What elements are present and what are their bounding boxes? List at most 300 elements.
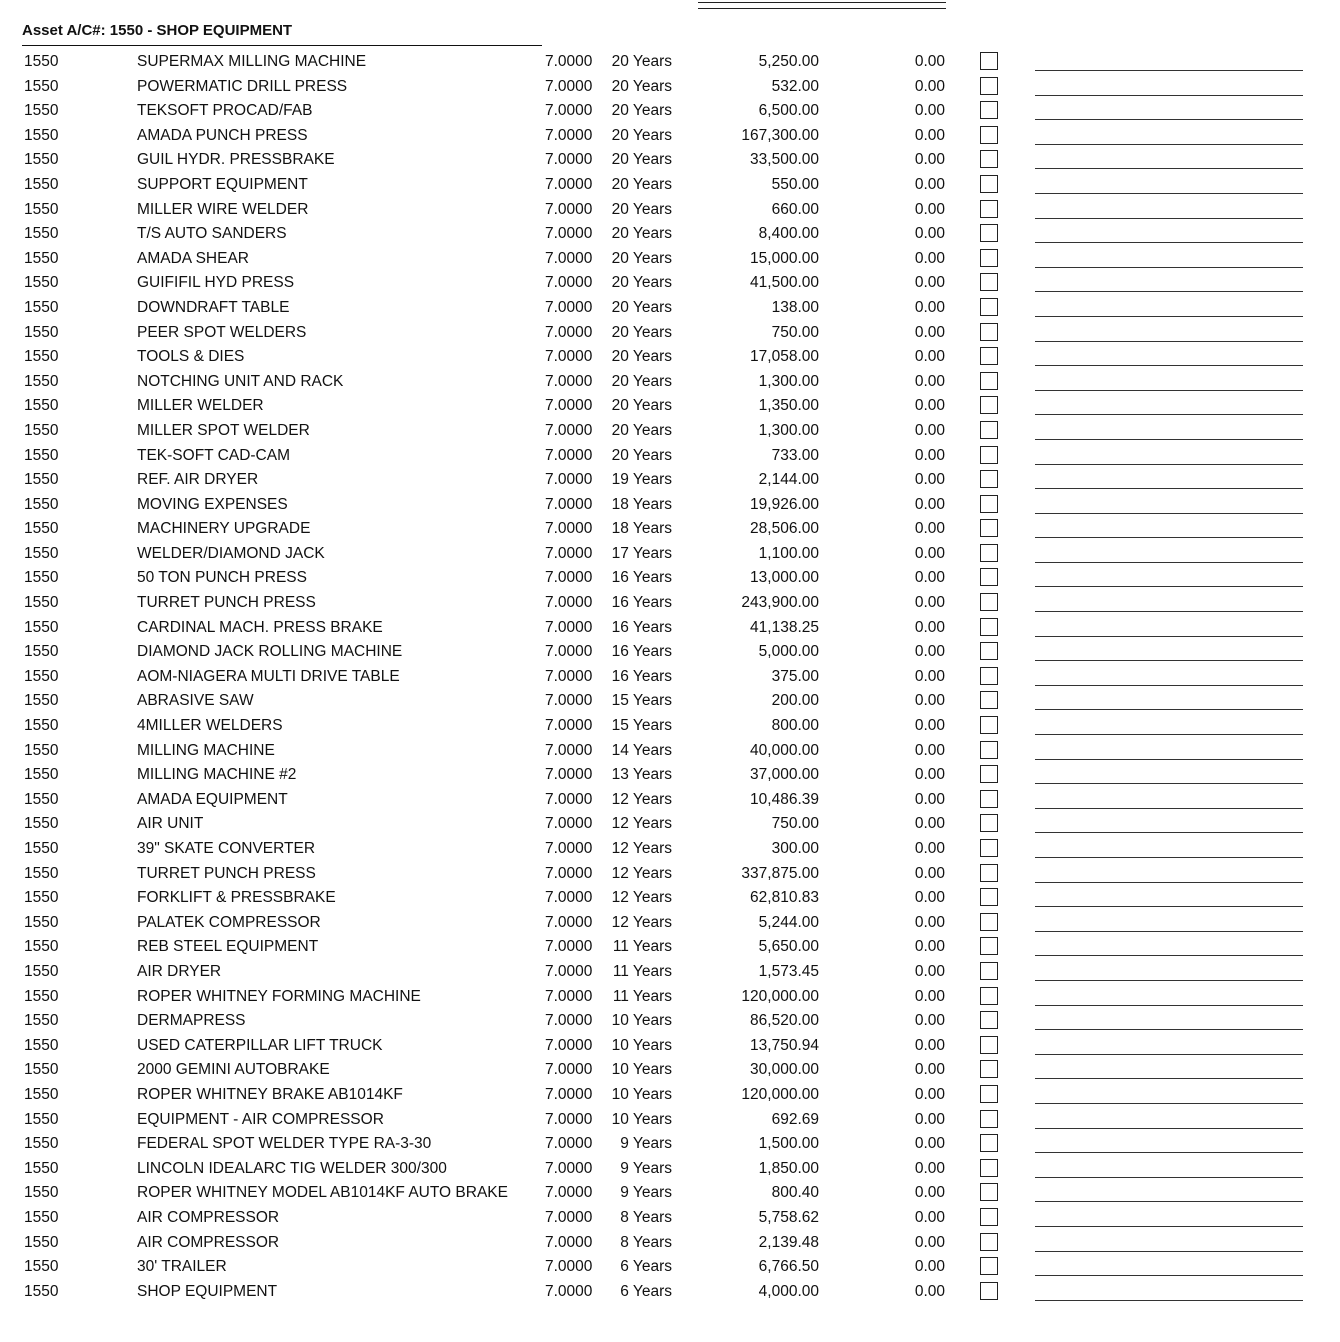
row-checkbox[interactable] — [980, 1159, 998, 1177]
asset-rate: 7.0000 — [545, 962, 593, 980]
asset-life: 20 Years — [611, 298, 672, 316]
row-signature-line — [1035, 882, 1303, 883]
asset-life: 9 Years — [620, 1135, 672, 1153]
asset-description: TURRET PUNCH PRESS — [137, 594, 316, 612]
row-checkbox[interactable] — [980, 52, 998, 70]
asset-description: MOVING EXPENSES — [137, 495, 288, 513]
row-signature-line — [1035, 955, 1303, 956]
row-checkbox[interactable] — [980, 790, 998, 808]
asset-description: TEK-SOFT CAD-CAM — [137, 446, 290, 464]
row-signature-line — [1035, 980, 1303, 981]
asset-rate: 7.0000 — [545, 594, 593, 612]
asset-accumulated: 0.00 — [914, 790, 945, 808]
asset-row — [0, 345, 1340, 370]
asset-row — [0, 714, 1340, 739]
asset-account: 1550 — [24, 594, 59, 612]
asset-description: GUIL HYDR. PRESSBRAKE — [137, 151, 335, 169]
row-checkbox[interactable] — [980, 1134, 998, 1152]
row-checkbox[interactable] — [980, 224, 998, 242]
asset-cost: 167,300.00 — [741, 126, 819, 144]
asset-account: 1550 — [24, 274, 59, 292]
asset-accumulated: 0.00 — [914, 1135, 945, 1153]
asset-rate: 7.0000 — [545, 864, 593, 882]
asset-life: 10 Years — [611, 1036, 672, 1054]
asset-description: USED CATERPILLAR LIFT TRUCK — [137, 1036, 383, 1054]
row-checkbox[interactable] — [980, 421, 998, 439]
asset-row — [0, 517, 1340, 542]
asset-account: 1550 — [24, 372, 59, 390]
asset-row — [0, 812, 1340, 837]
row-signature-line — [1035, 1054, 1303, 1055]
asset-row — [0, 124, 1340, 149]
asset-cost: 750.00 — [771, 323, 819, 341]
row-checkbox[interactable] — [980, 716, 998, 734]
asset-description: DERMAPRESS — [137, 1012, 246, 1030]
row-checkbox[interactable] — [980, 1257, 998, 1275]
asset-rate: 7.0000 — [545, 1036, 593, 1054]
asset-life: 13 Years — [611, 766, 672, 784]
asset-row — [0, 271, 1340, 296]
asset-life: 11 Years — [612, 962, 672, 980]
row-checkbox[interactable] — [980, 888, 998, 906]
asset-account: 1550 — [24, 151, 59, 169]
asset-life: 20 Years — [611, 397, 672, 415]
asset-description: MILLING MACHINE #2 — [137, 766, 297, 784]
row-checkbox[interactable] — [980, 273, 998, 291]
asset-life: 10 Years — [611, 1061, 672, 1079]
row-checkbox[interactable] — [980, 1233, 998, 1251]
row-checkbox[interactable] — [980, 372, 998, 390]
asset-row — [0, 99, 1340, 124]
row-checkbox[interactable] — [980, 1060, 998, 1078]
asset-rate: 7.0000 — [545, 643, 593, 661]
asset-row — [0, 1181, 1340, 1206]
asset-life: 20 Years — [611, 200, 672, 218]
asset-row — [0, 640, 1340, 665]
asset-rate: 7.0000 — [545, 126, 593, 144]
row-checkbox[interactable] — [980, 470, 998, 488]
asset-life: 20 Years — [611, 126, 672, 144]
asset-accumulated: 0.00 — [914, 1233, 945, 1251]
asset-account: 1550 — [24, 1208, 59, 1226]
row-checkbox[interactable] — [980, 913, 998, 931]
row-signature-line — [1035, 1251, 1303, 1252]
row-signature-line — [1035, 808, 1303, 809]
asset-rate: 7.0000 — [545, 249, 593, 267]
asset-row — [0, 763, 1340, 788]
asset-cost: 1,500.00 — [758, 1135, 819, 1153]
row-checkbox[interactable] — [980, 396, 998, 414]
asset-description: SHOP EQUIPMENT — [137, 1282, 278, 1300]
asset-row — [0, 862, 1340, 887]
asset-cost: 33,500.00 — [750, 151, 819, 169]
asset-cost: 1,100.00 — [758, 544, 819, 562]
asset-life: 19 Years — [611, 471, 672, 489]
asset-cost: 243,900.00 — [741, 594, 819, 612]
asset-rate: 7.0000 — [545, 1184, 593, 1202]
asset-description: ROPER WHITNEY BRAKE AB1014KF — [137, 1085, 403, 1103]
row-checkbox[interactable] — [980, 77, 998, 95]
asset-accumulated: 0.00 — [914, 717, 945, 735]
asset-row — [0, 935, 1340, 960]
row-signature-line — [1035, 193, 1303, 194]
row-checkbox[interactable] — [980, 519, 998, 537]
asset-cost: 375.00 — [771, 667, 819, 685]
asset-life: 20 Years — [611, 77, 672, 95]
asset-row — [0, 222, 1340, 247]
asset-description: ROPER WHITNEY FORMING MACHINE — [137, 987, 421, 1005]
asset-row — [0, 886, 1340, 911]
asset-accumulated: 0.00 — [914, 1061, 945, 1079]
row-signature-line — [1035, 611, 1303, 612]
asset-account: 1550 — [24, 323, 59, 341]
asset-life: 12 Years — [611, 840, 672, 857]
asset-row — [0, 1108, 1340, 1133]
row-signature-line — [1035, 1152, 1303, 1153]
asset-row — [0, 75, 1340, 100]
asset-rate: 7.0000 — [545, 1135, 593, 1153]
asset-rate: 7.0000 — [545, 323, 593, 341]
row-signature-line — [1035, 586, 1303, 587]
asset-life: 18 Years — [611, 520, 672, 538]
asset-rate: 7.0000 — [545, 692, 593, 710]
asset-row — [0, 50, 1340, 75]
row-signature-line — [1035, 513, 1303, 514]
asset-accumulated: 0.00 — [914, 175, 945, 193]
row-signature-line — [1035, 906, 1303, 907]
asset-life: 10 Years — [611, 1012, 672, 1030]
asset-accumulated: 0.00 — [914, 126, 945, 144]
row-checkbox[interactable] — [980, 126, 998, 144]
asset-rate: 7.0000 — [545, 766, 593, 784]
asset-description: MILLING MACHINE — [137, 741, 275, 759]
row-signature-line — [1035, 267, 1303, 268]
asset-rate: 7.0000 — [545, 274, 593, 292]
asset-account: 1550 — [24, 1159, 59, 1177]
asset-cost: 5,250.00 — [758, 53, 819, 70]
asset-cost: 120,000.00 — [741, 1085, 819, 1103]
row-signature-line — [1035, 95, 1303, 96]
section-title-underline — [22, 45, 542, 46]
row-signature-line — [1035, 464, 1303, 465]
asset-row — [0, 1231, 1340, 1256]
asset-list — [0, 50, 1340, 1304]
row-checkbox[interactable] — [980, 568, 998, 586]
row-checkbox[interactable] — [980, 150, 998, 168]
asset-life: 16 Years — [611, 643, 672, 661]
asset-description: SUPERMAX MILLING MACHINE — [137, 53, 367, 70]
asset-rate: 7.0000 — [545, 1258, 593, 1276]
asset-account: 1550 — [24, 667, 59, 685]
asset-cost: 5,000.00 — [758, 643, 819, 661]
asset-accumulated: 0.00 — [914, 446, 945, 464]
asset-life: 20 Years — [611, 323, 672, 341]
row-signature-line — [1035, 636, 1303, 637]
top-double-rule-lower — [698, 8, 946, 9]
asset-cost: 30,000.00 — [750, 1061, 819, 1079]
asset-account: 1550 — [24, 987, 59, 1005]
row-checkbox[interactable] — [980, 937, 998, 955]
row-signature-line — [1035, 660, 1303, 661]
asset-cost: 28,506.00 — [750, 520, 819, 538]
row-checkbox[interactable] — [980, 249, 998, 267]
asset-row — [0, 837, 1340, 862]
asset-accumulated: 0.00 — [914, 766, 945, 784]
row-checkbox[interactable] — [980, 1110, 998, 1128]
asset-life: 10 Years — [611, 1085, 672, 1103]
asset-rate: 7.0000 — [545, 200, 593, 218]
asset-life: 20 Years — [611, 102, 672, 120]
asset-accumulated: 0.00 — [914, 1258, 945, 1276]
asset-accumulated: 0.00 — [914, 397, 945, 415]
row-signature-line — [1035, 1103, 1303, 1104]
asset-description: T/S AUTO SANDERS — [137, 225, 287, 243]
asset-accumulated: 0.00 — [914, 643, 945, 661]
asset-accumulated: 0.00 — [914, 421, 945, 439]
row-signature-line — [1035, 685, 1303, 686]
asset-rate: 7.0000 — [545, 741, 593, 759]
asset-row — [0, 566, 1340, 591]
asset-life: 15 Years — [611, 717, 672, 735]
asset-life: 6 Years — [620, 1282, 672, 1300]
asset-cost: 200.00 — [771, 692, 819, 710]
row-checkbox[interactable] — [980, 200, 998, 218]
asset-cost: 8,400.00 — [758, 225, 819, 243]
asset-accumulated: 0.00 — [914, 913, 945, 931]
asset-rate: 7.0000 — [545, 1208, 593, 1226]
row-checkbox[interactable] — [980, 1011, 998, 1029]
asset-description: POWERMATIC DRILL PRESS — [137, 77, 348, 95]
row-checkbox[interactable] — [980, 618, 998, 636]
asset-rate: 7.0000 — [545, 913, 593, 931]
row-checkbox[interactable] — [980, 1036, 998, 1054]
asset-row — [0, 1157, 1340, 1182]
row-checkbox[interactable] — [980, 667, 998, 685]
asset-rate: 7.0000 — [545, 790, 593, 808]
asset-life: 20 Years — [611, 151, 672, 169]
row-checkbox[interactable] — [980, 962, 998, 980]
row-checkbox[interactable] — [980, 987, 998, 1005]
row-checkbox[interactable] — [980, 175, 998, 193]
asset-rate: 7.0000 — [545, 495, 593, 513]
asset-row — [0, 444, 1340, 469]
asset-description: CARDINAL MACH. PRESS BRAKE — [137, 618, 383, 636]
row-signature-line — [1035, 439, 1303, 440]
asset-accumulated: 0.00 — [914, 594, 945, 612]
asset-row — [0, 493, 1340, 518]
asset-description: DOWNDRAFT TABLE — [137, 298, 290, 316]
asset-rate: 7.0000 — [545, 569, 593, 587]
asset-life: 16 Years — [611, 569, 672, 587]
asset-description: GUIFIFIL HYD PRESS — [137, 274, 295, 292]
asset-accumulated: 0.00 — [914, 741, 945, 759]
asset-rate: 7.0000 — [545, 1159, 593, 1177]
asset-cost: 41,138.25 — [750, 618, 819, 636]
asset-accumulated: 0.00 — [914, 544, 945, 562]
asset-rate: 7.0000 — [545, 938, 593, 956]
asset-account: 1550 — [24, 962, 59, 980]
row-signature-line — [1035, 341, 1303, 342]
asset-description: DIAMOND JACK ROLLING MACHINE — [137, 643, 403, 661]
asset-life: 16 Years — [611, 594, 672, 612]
asset-account: 1550 — [24, 397, 59, 415]
asset-description: 4MILLER WELDERS — [137, 717, 283, 735]
row-checkbox[interactable] — [980, 1183, 998, 1201]
row-checkbox[interactable] — [980, 495, 998, 513]
row-signature-line — [1035, 488, 1303, 489]
asset-account: 1550 — [24, 790, 59, 808]
asset-row — [0, 788, 1340, 813]
asset-cost: 337,875.00 — [741, 864, 819, 882]
row-checkbox[interactable] — [980, 593, 998, 611]
asset-account: 1550 — [24, 225, 59, 243]
asset-account: 1550 — [24, 741, 59, 759]
asset-row — [0, 1058, 1340, 1083]
asset-rate: 7.0000 — [545, 225, 593, 243]
row-signature-line — [1035, 218, 1303, 219]
asset-account: 1550 — [24, 1085, 59, 1103]
asset-accumulated: 0.00 — [914, 692, 945, 710]
asset-accumulated: 0.00 — [914, 1036, 945, 1054]
asset-cost: 800.40 — [771, 1184, 819, 1202]
asset-account: 1550 — [24, 1233, 59, 1251]
asset-rate: 7.0000 — [545, 348, 593, 366]
asset-account: 1550 — [24, 840, 59, 857]
asset-accumulated: 0.00 — [914, 938, 945, 956]
asset-accumulated: 0.00 — [914, 840, 945, 857]
asset-account: 1550 — [24, 544, 59, 562]
asset-account: 1550 — [24, 77, 59, 95]
asset-accumulated: 0.00 — [914, 889, 945, 907]
row-checkbox[interactable] — [980, 765, 998, 783]
asset-rate: 7.0000 — [545, 815, 593, 833]
asset-rate: 7.0000 — [545, 889, 593, 907]
asset-row — [0, 1034, 1340, 1059]
asset-life: 8 Years — [620, 1208, 672, 1226]
asset-cost: 62,810.83 — [750, 889, 819, 907]
asset-accumulated: 0.00 — [914, 77, 945, 95]
row-checkbox[interactable] — [980, 642, 998, 660]
asset-row — [0, 419, 1340, 444]
asset-description: MILLER WIRE WELDER — [137, 200, 309, 218]
row-checkbox[interactable] — [980, 1208, 998, 1226]
asset-accumulated: 0.00 — [914, 962, 945, 980]
asset-cost: 550.00 — [771, 175, 819, 193]
asset-account: 1550 — [24, 1282, 59, 1300]
row-checkbox[interactable] — [980, 544, 998, 562]
asset-description: MILLER WELDER — [137, 397, 264, 415]
asset-life: 16 Years — [611, 618, 672, 636]
asset-accumulated: 0.00 — [914, 1012, 945, 1030]
row-checkbox[interactable] — [980, 1085, 998, 1103]
asset-account: 1550 — [24, 421, 59, 439]
asset-row — [0, 394, 1340, 419]
asset-cost: 4,000.00 — [758, 1282, 819, 1300]
asset-account: 1550 — [24, 471, 59, 489]
row-signature-line — [1035, 291, 1303, 292]
asset-cost: 1,300.00 — [758, 372, 819, 390]
row-checkbox[interactable] — [980, 347, 998, 365]
asset-description: 30' TRAILER — [137, 1258, 227, 1276]
row-checkbox[interactable] — [980, 323, 998, 341]
asset-account: 1550 — [24, 520, 59, 538]
row-signature-line — [1035, 857, 1303, 858]
asset-accumulated: 0.00 — [914, 1110, 945, 1128]
asset-account: 1550 — [24, 495, 59, 513]
row-signature-line — [1035, 144, 1303, 145]
asset-life: 20 Years — [611, 53, 672, 70]
asset-row — [0, 468, 1340, 493]
asset-accumulated: 0.00 — [914, 348, 945, 366]
asset-account: 1550 — [24, 1110, 59, 1128]
asset-row — [0, 542, 1340, 567]
asset-description: ROPER WHITNEY MODEL AB1014KF AUTO BRAKE — [137, 1184, 508, 1202]
asset-account: 1550 — [24, 1061, 59, 1079]
asset-rate: 7.0000 — [545, 471, 593, 489]
asset-accumulated: 0.00 — [914, 1085, 945, 1103]
asset-row — [0, 591, 1340, 616]
asset-accumulated: 0.00 — [914, 815, 945, 833]
asset-life: 12 Years — [611, 815, 672, 833]
row-checkbox[interactable] — [980, 101, 998, 119]
asset-life: 12 Years — [611, 790, 672, 808]
asset-life: 12 Years — [611, 864, 672, 882]
asset-account: 1550 — [24, 864, 59, 882]
row-signature-line — [1035, 119, 1303, 120]
row-signature-line — [1035, 709, 1303, 710]
asset-account: 1550 — [24, 1135, 59, 1153]
asset-life: 20 Years — [611, 372, 672, 390]
asset-cost: 1,850.00 — [758, 1159, 819, 1177]
asset-accumulated: 0.00 — [914, 225, 945, 243]
asset-rate: 7.0000 — [545, 421, 593, 439]
asset-rate: 7.0000 — [545, 544, 593, 562]
asset-accumulated: 0.00 — [914, 520, 945, 538]
asset-row — [0, 960, 1340, 985]
row-checkbox[interactable] — [980, 741, 998, 759]
asset-life: 11 Years — [612, 938, 672, 956]
asset-life: 20 Years — [611, 348, 672, 366]
row-checkbox[interactable] — [980, 691, 998, 709]
asset-description: MACHINERY UPGRADE — [137, 520, 311, 538]
asset-cost: 800.00 — [771, 717, 819, 735]
asset-rate: 7.0000 — [545, 717, 593, 735]
row-checkbox[interactable] — [980, 298, 998, 316]
asset-row — [0, 296, 1340, 321]
row-checkbox[interactable] — [980, 446, 998, 464]
asset-cost: 1,573.45 — [758, 962, 819, 980]
row-checkbox[interactable] — [980, 814, 998, 832]
asset-description: AMADA PUNCH PRESS — [137, 126, 308, 144]
asset-description: PALATEK COMPRESSOR — [137, 913, 321, 931]
row-checkbox[interactable] — [980, 864, 998, 882]
asset-cost: 532.00 — [771, 77, 819, 95]
asset-description: NOTCHING UNIT AND RACK — [137, 372, 344, 390]
asset-row — [0, 1280, 1340, 1305]
asset-row — [0, 1083, 1340, 1108]
asset-account: 1550 — [24, 938, 59, 956]
row-checkbox[interactable] — [980, 839, 998, 857]
top-double-rule-upper — [698, 2, 946, 3]
row-checkbox[interactable] — [980, 1282, 998, 1300]
asset-account: 1550 — [24, 175, 59, 193]
asset-accumulated: 0.00 — [914, 667, 945, 685]
asset-cost: 15,000.00 — [750, 249, 819, 267]
row-signature-line — [1035, 1128, 1303, 1129]
row-signature-line — [1035, 1078, 1303, 1079]
row-signature-line — [1035, 1177, 1303, 1178]
asset-description: WELDER/DIAMOND JACK — [137, 544, 325, 562]
